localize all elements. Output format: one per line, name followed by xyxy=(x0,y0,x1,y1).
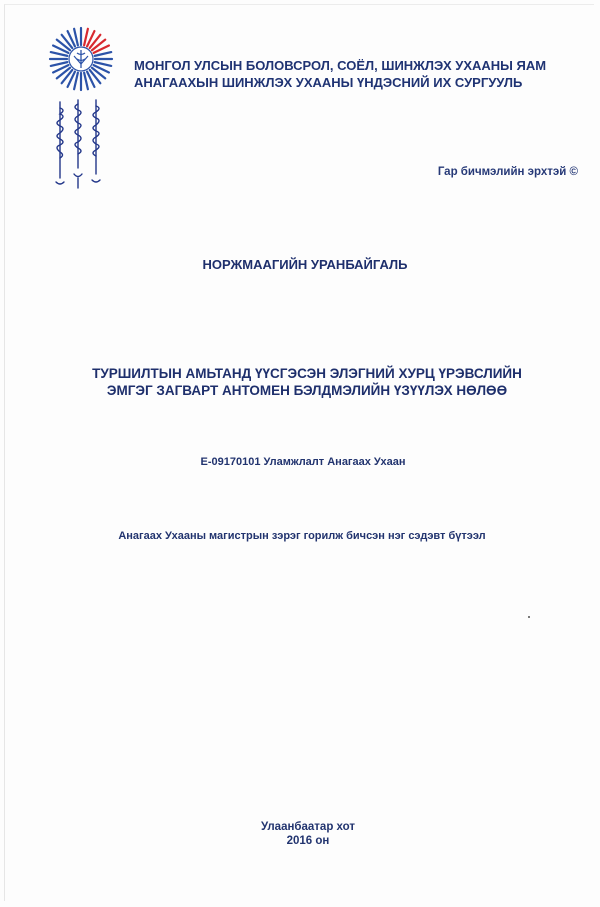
degree-statement: Анагаах Ухааны магистрын зэрэг горилж бичсэн нэг сэдэвт бүтээл xyxy=(118,530,486,542)
place: Улаанбаатар хот xyxy=(260,821,356,833)
logo-ray xyxy=(95,62,112,66)
logo-ray xyxy=(51,52,68,56)
place-and-year xyxy=(0,820,600,848)
university-logo-icon xyxy=(48,26,114,92)
logo-ray xyxy=(95,52,112,56)
specialty-code: E-09170101 Уламжлалт Анагаах Ухаан xyxy=(200,456,406,468)
copyright-note: Гар бичмэлийн эрхтэй © xyxy=(437,166,578,178)
thesis-title xyxy=(0,365,600,399)
author-name: НОРЖМААГИЙН УРАНБАЙГАЛЬ xyxy=(202,257,408,272)
logo-ray xyxy=(74,73,78,90)
logo-ray xyxy=(84,29,88,46)
logo-ray xyxy=(84,73,88,90)
scan-speck xyxy=(528,616,530,618)
mongolian-script-inscription xyxy=(50,98,110,190)
thesis-title-line-1: ТУРШИЛТЫН АМЬТАНД ҮҮСГЭСЭН ЭЛЭГНИЙ ХУРЦ ҮРЭВСЛИЙН xyxy=(92,366,522,381)
university-name: АНАГААХЫН ШИНЖЛЭХ УХААНЫ ҮНДЭСНИЙ ИХ СУРГУУЛЬ xyxy=(134,75,523,90)
logo-ray xyxy=(74,29,78,46)
thesis-title-line-2: ЭМГЭГ ЗАГВАРТ АНТОМЕН БЭЛДМЭЛИЙН ҮЗҮҮЛЭХ НӨЛӨӨ xyxy=(106,383,508,398)
logo-ray xyxy=(51,62,68,66)
institution-header xyxy=(134,57,584,91)
year: 2016 он xyxy=(286,835,330,847)
ministry-name: МОНГОЛ УЛСЫН БОЛОВСРОЛ, СОЁЛ, ШИНЖЛЭХ УХААНЫ ЯАМ xyxy=(134,58,547,73)
